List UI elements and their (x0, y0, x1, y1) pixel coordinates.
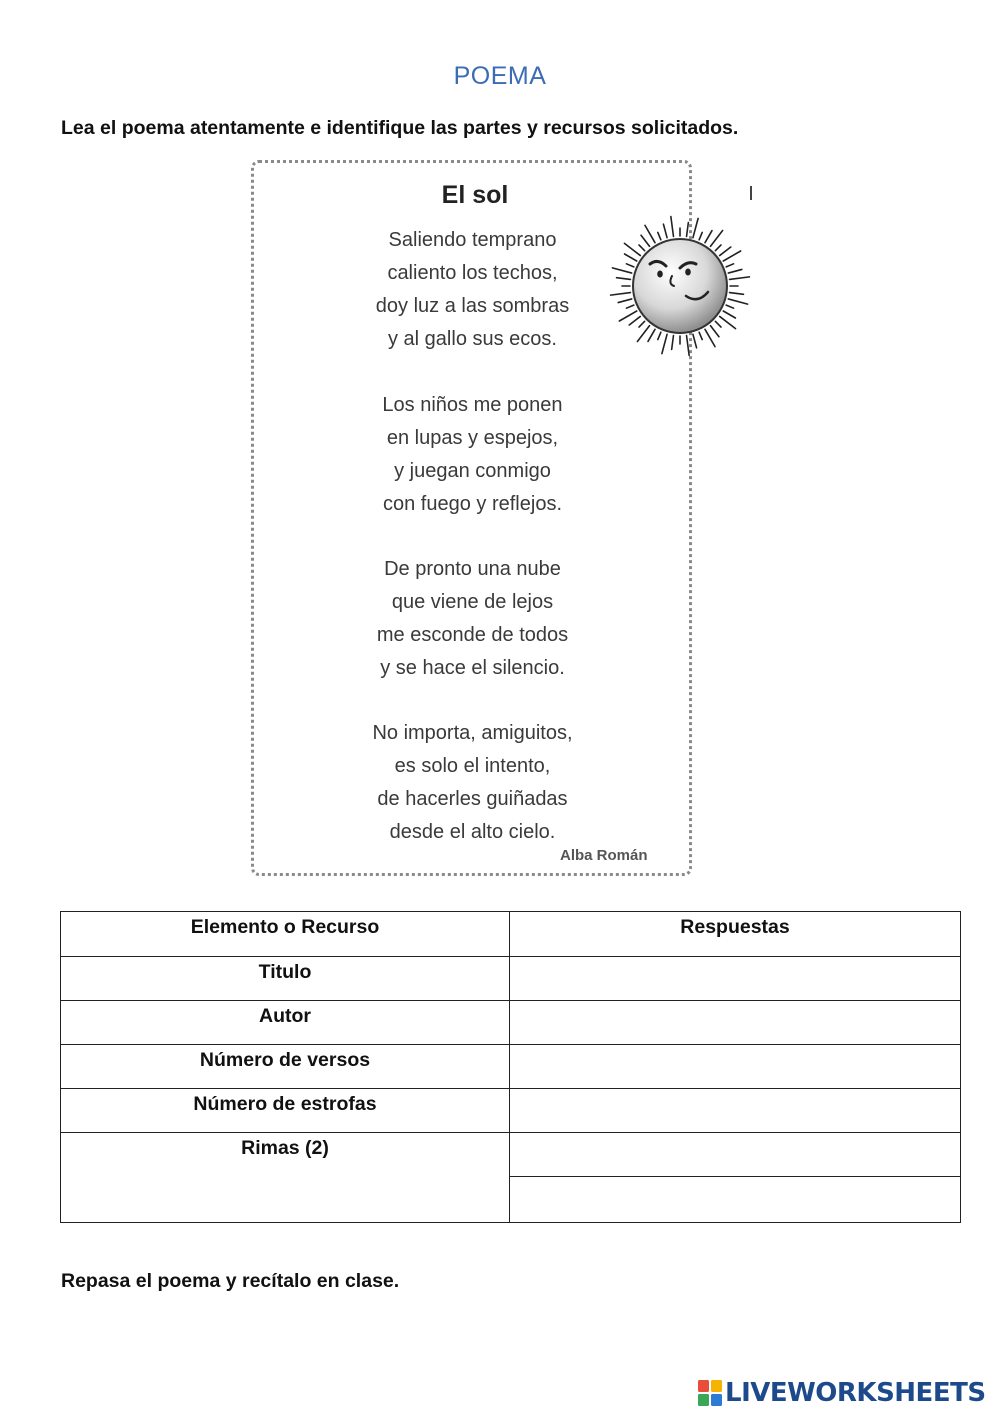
header-element: Elemento o Recurso (61, 912, 510, 957)
verse: y al gallo sus ecos. (388, 328, 557, 350)
table-row (61, 1001, 961, 1045)
sun-ray (693, 334, 697, 348)
sun-ray (648, 329, 655, 341)
sun-ray (624, 243, 640, 255)
table-row (61, 1045, 961, 1089)
verse: desde el alto cielo. (389, 821, 556, 843)
sun-ray (641, 235, 650, 246)
sun-ray (710, 230, 722, 246)
sun-ray (699, 332, 702, 339)
table-row (61, 957, 961, 1001)
sun-ray (728, 269, 742, 273)
row-label-titulo: Titulo (61, 957, 510, 1001)
verse: Los niños me ponen (382, 394, 563, 416)
sun-ray (693, 218, 698, 237)
poem-title: El sol (441, 181, 509, 209)
sun-ray (618, 299, 632, 303)
poem-author: Alba Román (560, 847, 648, 864)
verse: me esconde de todos (376, 624, 569, 646)
answer-autor[interactable] (510, 1001, 961, 1045)
sun-ray (730, 277, 750, 280)
sun-ray (726, 264, 733, 267)
sun-ray (662, 334, 667, 353)
instruction-text: Lea el poema atentamente e identifique las partes y recursos solicitados. (61, 117, 739, 139)
liveworksheets-logo-icon (697, 1378, 723, 1408)
verse: y juegan conmigo (394, 460, 551, 482)
answers-table (60, 911, 961, 1223)
answer-estrofas[interactable] (510, 1089, 961, 1133)
sun-ray (720, 247, 731, 256)
sun-ray (730, 293, 744, 295)
sun-ray (645, 225, 655, 242)
sun-ray (705, 231, 712, 243)
table-row (61, 1089, 961, 1133)
verse: De pronto una nube (384, 558, 561, 580)
sun-ray (723, 251, 740, 261)
answer-titulo[interactable] (510, 957, 961, 1001)
stanza-2 (345, 389, 600, 521)
sun-ray (625, 254, 637, 261)
answer-versos[interactable] (510, 1045, 961, 1089)
stanza-1 (345, 224, 600, 356)
sun-ray (672, 336, 674, 350)
row-label-autor: Autor (61, 1001, 510, 1045)
sun-ray (626, 305, 633, 308)
closing-instruction: Repasa el poema y recítalo en clase. (61, 1270, 400, 1292)
stray-mark (750, 186, 752, 200)
sun-ray (612, 268, 631, 273)
verse: en lupas y espejos, (386, 427, 559, 449)
row-label-estrofas: Número de estrofas (61, 1089, 510, 1133)
verse: doy luz a las sombras (375, 295, 570, 317)
sun-ray (715, 321, 721, 327)
sun-ray (629, 316, 640, 325)
header-answers: Respuestas (510, 912, 961, 957)
verse: de hacerles guiñadas (377, 788, 568, 810)
brand-name: LIVEWORKSHEETS (725, 1378, 986, 1408)
sun-ray (710, 326, 719, 337)
stanza-4 (345, 717, 600, 849)
row-label-versos: Número de versos (61, 1045, 510, 1089)
sun-ray (671, 217, 674, 237)
sun-ray (699, 232, 702, 239)
sun-ray (611, 293, 631, 296)
sun-ray (726, 305, 733, 308)
sun-ray (663, 224, 667, 238)
sun-ray (705, 329, 715, 346)
table-row (61, 1133, 961, 1177)
sun-ray (639, 245, 645, 251)
answer-rima-1[interactable] (510, 1133, 961, 1177)
liveworksheets-brand (697, 1377, 986, 1409)
verse: con fuego y reflejos. (383, 493, 562, 515)
verse: Saliendo temprano (388, 229, 557, 251)
verse: No importa, amiguitos, (372, 722, 573, 744)
verse: caliento los techos, (387, 262, 558, 284)
sun-ray (720, 316, 736, 328)
sun-ray (728, 299, 747, 304)
page-title: POEMA (453, 62, 547, 90)
row-label-rimas: Rimas (2) (61, 1133, 510, 1223)
sun-ray (626, 264, 633, 267)
sun-ray (617, 278, 631, 280)
sun-ray (715, 245, 721, 251)
sun-ray (723, 311, 735, 318)
sun-ray (639, 321, 645, 327)
sun-ray (658, 332, 661, 339)
verse: es solo el intento, (394, 755, 551, 777)
smiling-sun-icon (588, 212, 758, 357)
sun-ray (687, 223, 689, 237)
sun-ray (637, 326, 649, 342)
sun-ray (658, 232, 661, 239)
table-header-row (61, 912, 961, 957)
stanza-3 (345, 553, 600, 685)
verse: que viene de lejos (391, 591, 554, 613)
answer-rima-2[interactable] (510, 1177, 961, 1223)
verse: y se hace el silencio. (380, 657, 565, 679)
sun-ray (687, 336, 690, 356)
sun-ray (619, 311, 636, 321)
